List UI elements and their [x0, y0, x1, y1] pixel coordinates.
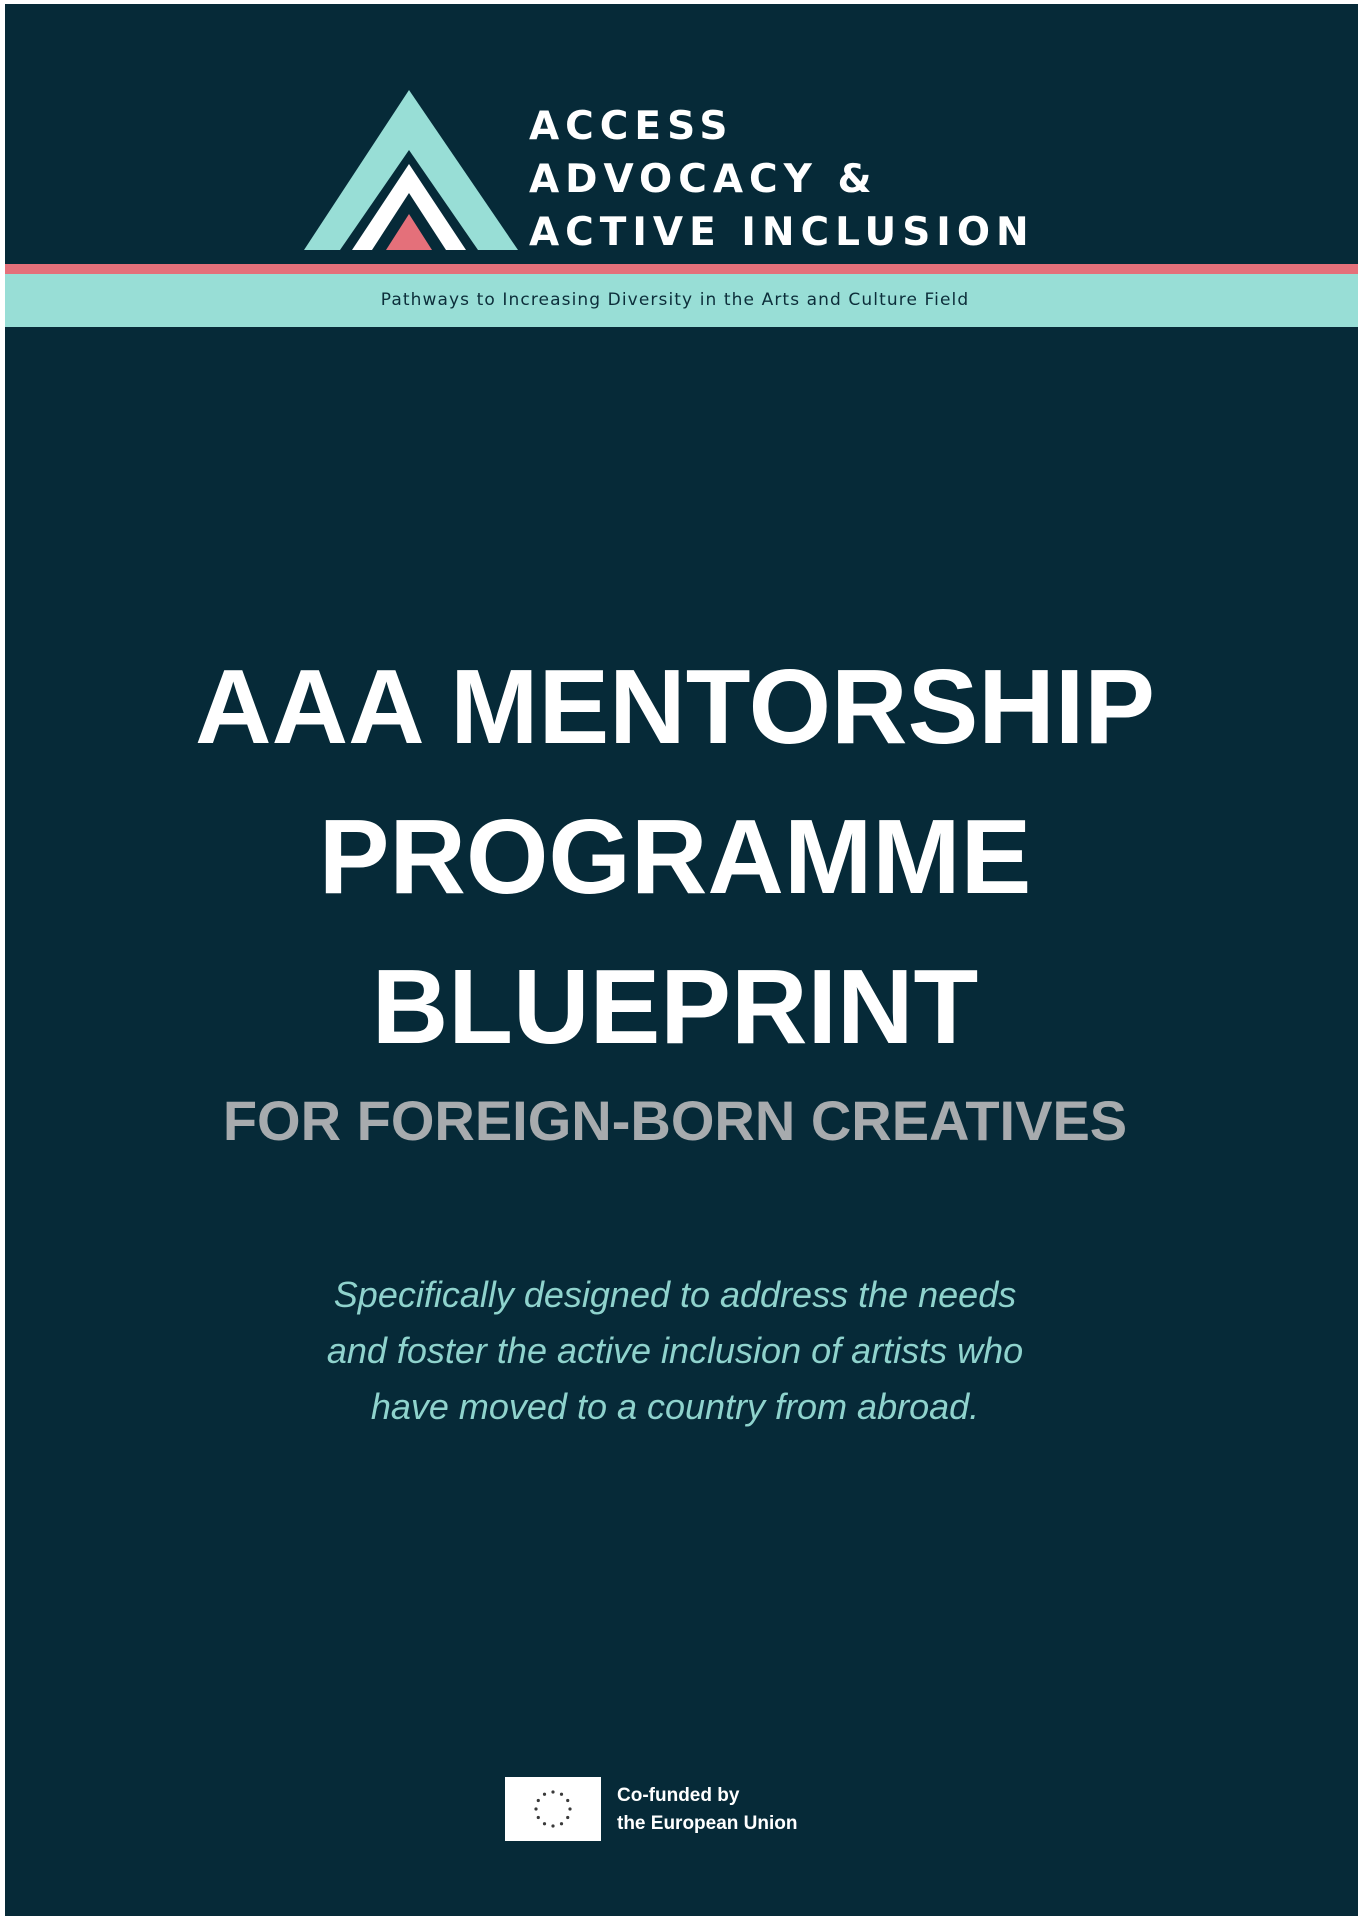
description-line-1: Specifically designed to address the needs — [333, 1274, 1017, 1315]
eu-star — [551, 1824, 554, 1827]
eu-star — [537, 1799, 540, 1802]
document-cover — [5, 4, 1358, 1916]
logo-wordmark — [529, 100, 1035, 259]
eu-star — [534, 1807, 537, 1810]
logo-line-3: ACTIVE INCLUSION — [529, 210, 1035, 255]
eu-star — [560, 1793, 563, 1796]
eu-star — [566, 1816, 569, 1819]
document-title — [5, 632, 1345, 1082]
funding-line-1: Co-funded by — [617, 1785, 740, 1806]
triangle-mountain-logo-icon — [304, 88, 518, 250]
eu-star — [551, 1790, 554, 1793]
funding-statement — [617, 1782, 798, 1838]
eu-star — [568, 1807, 571, 1810]
document-subtitle: FOR FOREIGN-BORN CREATIVES — [222, 1089, 1128, 1152]
eu-star — [537, 1816, 540, 1819]
funding-line-2: the European Union — [617, 1813, 798, 1834]
eu-star — [560, 1822, 563, 1825]
eu-flag-icon — [505, 1777, 601, 1841]
title-line-2: PROGRAMME — [318, 798, 1032, 916]
logo-line-2: ADVOCACY & — [529, 157, 878, 202]
tagline: Pathways to Increasing Diversity in the Arts and Culture Field — [380, 290, 970, 310]
title-line-3: BLUEPRINT — [371, 948, 979, 1066]
title-line-1: AAA MENTORSHIP — [195, 648, 1155, 766]
red-divider-stripe — [5, 264, 1358, 274]
description-paragraph — [5, 1267, 1345, 1435]
eu-star — [543, 1793, 546, 1796]
logo-line-1: ACCESS — [529, 104, 734, 149]
eu-star — [543, 1822, 546, 1825]
description-line-3: have moved to a country from abroad. — [370, 1386, 980, 1427]
eu-star — [566, 1799, 569, 1802]
description-line-2: and foster the active inclusion of artists who — [326, 1330, 1024, 1371]
